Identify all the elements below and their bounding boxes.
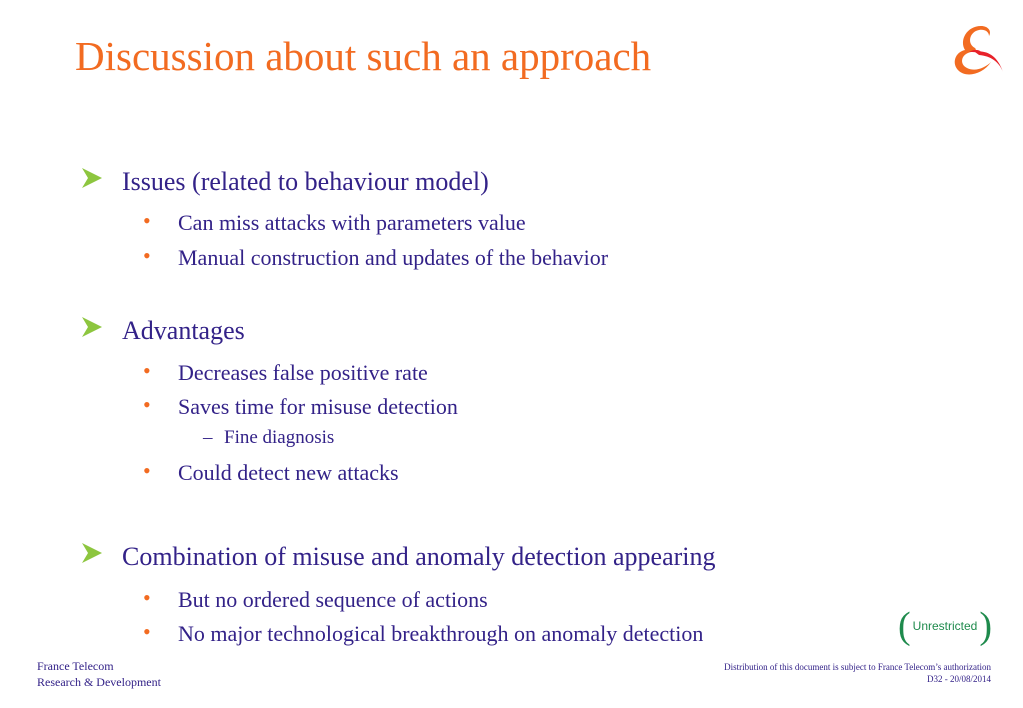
arrowhead-icon [80, 166, 104, 190]
badge-open-paren: ( [898, 605, 911, 647]
footer-doc-ref: D32 - 20/08/2014 [927, 674, 991, 684]
section-heading: Issues (related to behaviour model) [122, 167, 489, 196]
footer-org-line2: Research & Development [37, 675, 161, 689]
page-title: Discussion about such an approach [75, 33, 652, 79]
arrowhead-icon [80, 541, 104, 565]
bullet-marker: • [143, 208, 151, 233]
footer-org-line1: France Telecom [37, 659, 114, 673]
list-item: Could detect new attacks [178, 460, 399, 485]
france-telecom-logo-icon [945, 22, 1005, 78]
list-item: Decreases false positive rate [178, 360, 428, 385]
bullet-marker: • [143, 392, 151, 417]
badge-close-paren: ) [979, 605, 992, 647]
bullet-marker: • [143, 458, 151, 483]
sub-list-item: Fine diagnosis [224, 427, 335, 448]
dash-marker: – [203, 427, 213, 448]
bullet-marker: • [143, 358, 151, 383]
list-item: Saves time for misuse detection [178, 394, 458, 419]
list-item: Can miss attacks with parameters value [178, 210, 526, 235]
section-heading: Advantages [122, 316, 245, 345]
list-item: No major technological breakthrough on anomaly detection [178, 621, 704, 646]
classification-badge [898, 606, 992, 646]
bullet-marker: • [143, 243, 151, 268]
bullet-marker: • [143, 619, 151, 644]
badge-label: Unrestricted [912, 619, 978, 633]
footer-organization [37, 658, 161, 690]
list-item: Manual construction and updates of the behavior [178, 245, 609, 270]
list-item: But no ordered sequence of actions [178, 587, 488, 612]
bullet-marker: • [143, 585, 151, 610]
footer-distribution [724, 661, 991, 685]
arrowhead-icon [80, 315, 104, 339]
section-heading: Combination of misuse and anomaly detection appearing [122, 542, 716, 571]
footer-distribution-note: Distribution of this document is subject to France Telecom’s authorization [724, 662, 991, 672]
